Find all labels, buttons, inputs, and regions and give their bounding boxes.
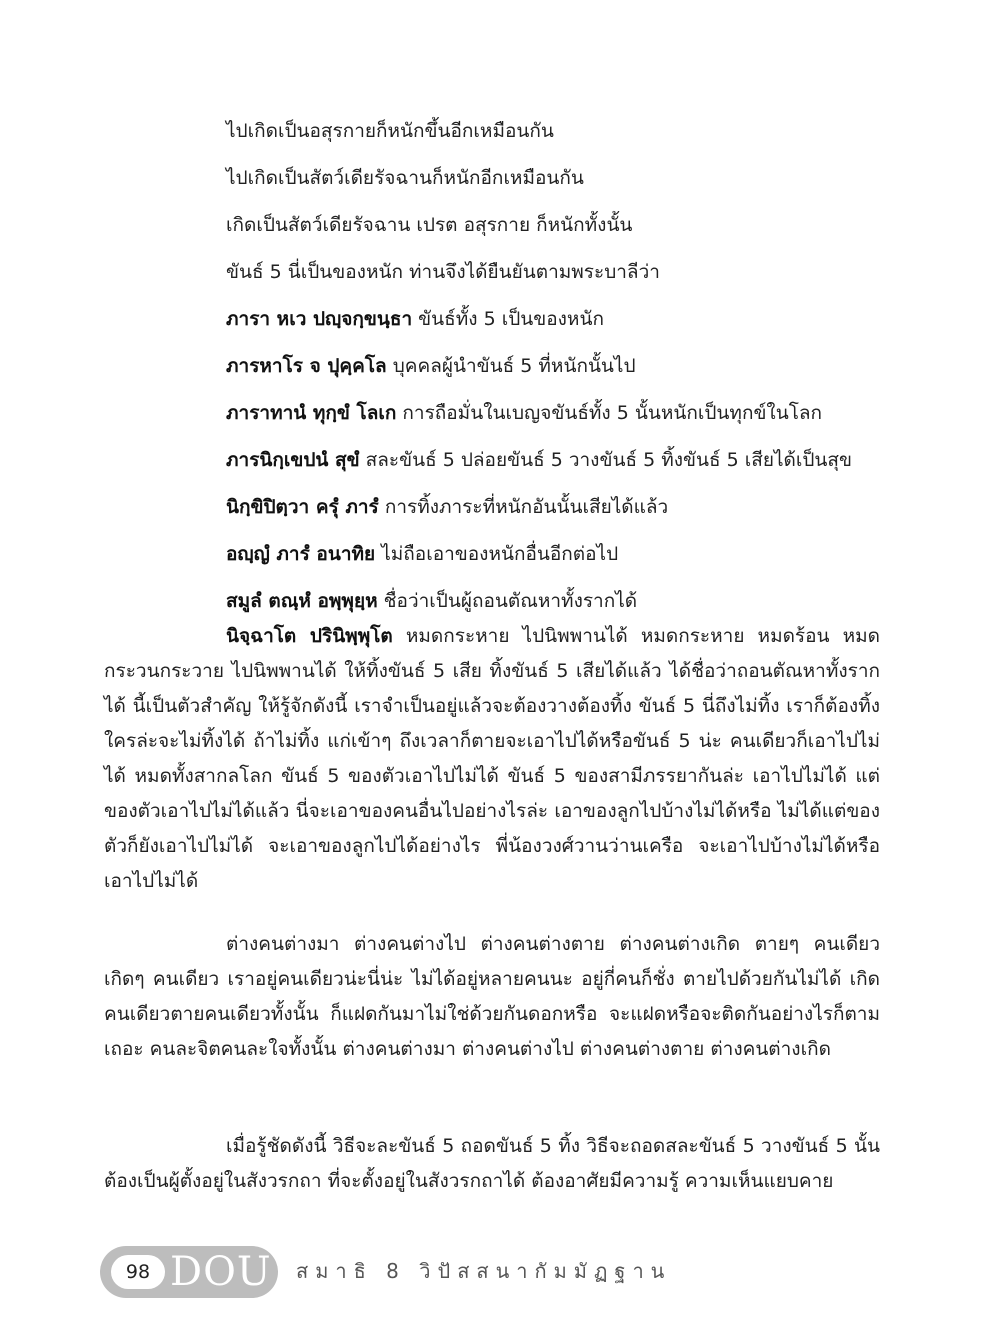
body-paragraph xyxy=(104,927,880,1067)
pali-term: ภารา หเว ปญฺจกฺขนฺธา xyxy=(226,308,413,330)
paragraph-text: เมื่อรู้ชัดดังนี้ วิธีจะละขันธ์ 5 ถอดขันธ์ 5 ทิ้ง วิธีจะถอดสละขันธ์ 5 วางขันธ์ 5 นั้น ต้องเป็นผู้ตั้งอยู่ในสังวรกถา ที่จะตั้งอยู่ในสังวรกถาได้ ต้องอาศัยมีความรู้ ความเห็นแยบคาย xyxy=(104,1135,880,1192)
verse-line xyxy=(226,447,906,494)
verse-text: การถือมั่นในเบญจขันธ์ทั้ง 5 นั้นหนักเป็นทุกข์ในโลก xyxy=(402,402,823,424)
verse-text: ขันธ์ 5 นี่เป็นของหนัก ท่านจึงได้ยืนยันตามพระบาลีว่า xyxy=(226,261,660,283)
pali-term: สมูลํ ตณฺหํ อพฺพุยฺห xyxy=(226,590,378,612)
verse-line xyxy=(226,118,906,165)
footer-badge xyxy=(100,1246,278,1298)
verse-line xyxy=(226,259,906,306)
verse-text: สละขันธ์ 5 ปล่อยขันธ์ 5 วางขันธ์ 5 ทิ้งขันธ์ 5 เสียได้เป็นสุข xyxy=(365,449,852,471)
pali-term: ภาราทานํ ทุกฺขํ โลเก xyxy=(226,402,397,424)
paragraph-text: หมดกระหาย ไปนิพพานได้ หมดกระหาย หมดร้อน หมดกระวนกระวาย ไปนิพพานได้ ให้ทิ้งขันธ์ 5 เสีย ทิ้งขันธ์ 5 เสียได้แล้ว ได้ชื่อว่าถอนตัณหาทั้งรากได้ นี้เป็นตัวสำคัญ ให้รู้จักดังนี้ เราจำเป็นอยู่แล้วจะต้องวางต้องทิ้ง ขันธ์ 5 นี่ถึงไม่ทิ้ง เราก็ต้องทิ้ง ใครล่ะจะไม่ทิ้งได้ ถ้าไม่ทิ้ง แก่เข้าๆ ถึงเวลาก็ตายจะเอาไปได้หรือขันธ์ 5 น่ะ คนเดียวก็เอาไปไม่ได้ หมดทั้งสากลโลก ขันธ์ 5 ของตัวเอาไปไม่ได้ ขันธ์ 5 ของสามีภรรยากันล่ะ เอาไปไม่ได้ แต่ของตัวเอาไปไม่ได้แล้ว นี่จะเอาของคนอื่นไปอย่างไรล่ะ เอาของลูกไปบ้างไม่ได้หรือ ไม่ได้แต่ของตัวก็ยังเอาไปไม่ได้ จะเอาของลูกไปได้อย่างไร พี่น้องวงศ์วานว่านเครือ จะเอาไปบ้างไม่ได้หรือ เอาไปไม่ได้ xyxy=(104,625,880,892)
verse-text: ขันธ์ทั้ง 5 เป็นของหนัก xyxy=(418,308,604,330)
verse-line xyxy=(226,400,906,447)
pali-term: นิกฺขิปิตฺวา ครุํ ภารํ xyxy=(226,496,379,518)
verse-text: เกิดเป็นสัตว์เดียรัจฉาน เปรต อสุรกาย ก็หนักทั้งนั้น xyxy=(226,214,633,236)
page-footer xyxy=(100,1246,672,1298)
dou-logo: DOU xyxy=(170,1249,272,1295)
verse-line xyxy=(226,541,906,588)
verse-text: การทิ้งภาระที่หนักอันนั้นเสียได้แล้ว xyxy=(384,496,669,518)
verse-line xyxy=(226,212,906,259)
book-title: สมาธิ 8 วิปัสสนากัมมัฏฐาน xyxy=(296,1259,672,1283)
verse-line xyxy=(226,494,906,541)
verse-text: ไม่ถือเอาของหนักอื่นอีกต่อไป xyxy=(381,543,619,565)
verse-text: บุคคลผู้นำขันธ์ 5 ที่หนักนั้นไป xyxy=(392,355,636,377)
pali-term: ภารหาโร จ ปุคฺคโล xyxy=(226,355,387,377)
verse-line xyxy=(226,165,906,212)
verse-text: ไปเกิดเป็นสัตว์เดียรัจฉานก็หนักอีกเหมือนกัน xyxy=(226,167,584,189)
page-number: 98 xyxy=(111,1255,165,1289)
body-paragraph xyxy=(104,1129,880,1199)
verse-text: ชื่อว่าเป็นผู้ถอนตัณหาทั้งรากได้ xyxy=(383,590,638,612)
verse-text: ไปเกิดเป็นอสุรกายก็หนักขึ้นอีกเหมือนกัน xyxy=(226,120,554,142)
pali-term: อญฺญํ ภารํ อนาทิย xyxy=(226,543,376,565)
pali-term: นิจฺฉาโต ปรินิพฺพุโต xyxy=(226,625,393,647)
verse-line xyxy=(226,306,906,353)
pali-term: ภารนิกฺเขปนํ สุขํ xyxy=(226,449,360,471)
body-paragraph xyxy=(104,619,880,899)
verse-line xyxy=(226,353,906,400)
paragraph-text: ต่างคนต่างมา ต่างคนต่างไป ต่างคนต่างตาย ต่างคนต่างเกิด ตายๆ คนเดียว เกิดๆ คนเดียว เราอยู่คนเดียวน่ะนี่น่ะ ไม่ได้อยู่หลายคนนะ อยู่กี่คนก็ชั่ง ตายไปด้วยกันไม่ได้ เกิดคนเดียวตายคนเดียวทั้งนั้น ก็แฝดกันมาไม่ใช่ด้วยกันดอกหรือ จะแฝดหรือจะติดกันอย่างไรก็ตามเถอะ คนละจิตคนละใจทั้งนั้น ต่างคนต่างมา ต่างคนต่างไป ต่างคนต่างตาย ต่างคนต่างเกิด xyxy=(104,933,880,1060)
verse-block xyxy=(226,118,906,635)
